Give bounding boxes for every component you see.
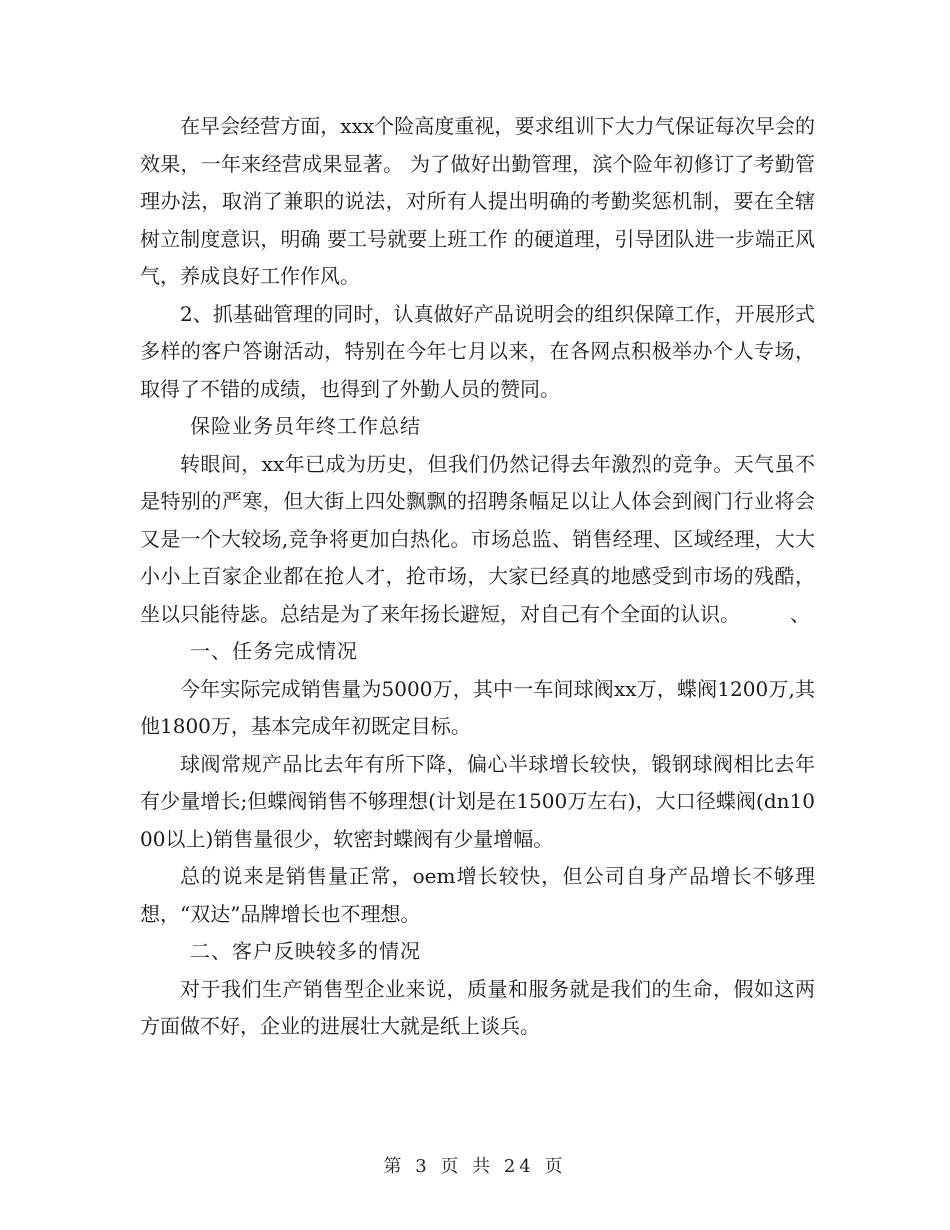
paragraph-morning-meeting: 在早会经营方面，xxx个险高度重视，要求组训下大力气保证每次早会的效果，一年来经营成果显著。 为了做好出勤管理，滨个险年初修订了考勤管理办法，取消了兼职的说法，对所有人提出明确的考勤奖惩机制，要在全辖树立制度意识，明确 要工号就要上班工作 的硬道理，引导团队进一步端正风气，养成良好工作作风。 (140, 114, 815, 288)
page-number-footer: 第 3 页 共 24 页 (383, 1156, 567, 1177)
paragraph-product-analysis: 球阀常规产品比去年有所下降，偏心半球增长较快，锻钢球阀相比去年有少量增长;但蝶阀销售不够理想(计划是在1500万左右)，大口径蝶阀(dn1000以上)销售量很少，软密封蝶阀有少量增幅。 (140, 751, 815, 851)
paragraph-basic-management: 2、抓基础管理的同时，认真做好产品说明会的组织保障工作，开展形式多样的客户答谢活动，特别在今年七月以来，在各网点积极举办个人专场，取得了不错的成绩，也得到了外勤人员的赞同。 (140, 301, 815, 401)
document-body (140, 108, 815, 1046)
section-heading-customer-feedback: 二、客户反映较多的情况 (190, 939, 421, 963)
paragraph-quality-service: 对于我们生产销售型企业来说，质量和服务就是我们的生命，假如这两方面做不好，企业的进展壮大就是纸上谈兵。 (140, 976, 815, 1038)
section-title-year-end-summary: 保险业务员年终工作总结 (190, 414, 421, 438)
paragraph-overall-summary: 总的说来是销售量正常，oem增长较快，但公司自身产品增长不够理想，“双达”品牌增长也不理想。 (140, 864, 815, 926)
paragraph-sales-volume: 今年实际完成销售量为5000万，其中一车间球阀xx万，蝶阀1200万,其他1800万，基本完成年初既定目标。 (140, 676, 815, 738)
paragraph-market-competition: 转眼间，xx年已成为历史，但我们仍然记得去年激烈的竞争。天气虽不是特别的严寒，但大街上四处飘飘的招聘条幅足以让人体会到阀门行业将会又是一个大较场,竞争将更加白热化。市场总监、销售经理、区域经理，大大小小上百家企业都在抢人才，抢市场，大家已经真的地感受到市场的残酷，坐以只能待毖。总结是为了来年扬长避短，对自己有个全面的认识。 、 (140, 451, 815, 626)
section-heading-task-completion: 一、任务完成情况 (190, 639, 358, 663)
